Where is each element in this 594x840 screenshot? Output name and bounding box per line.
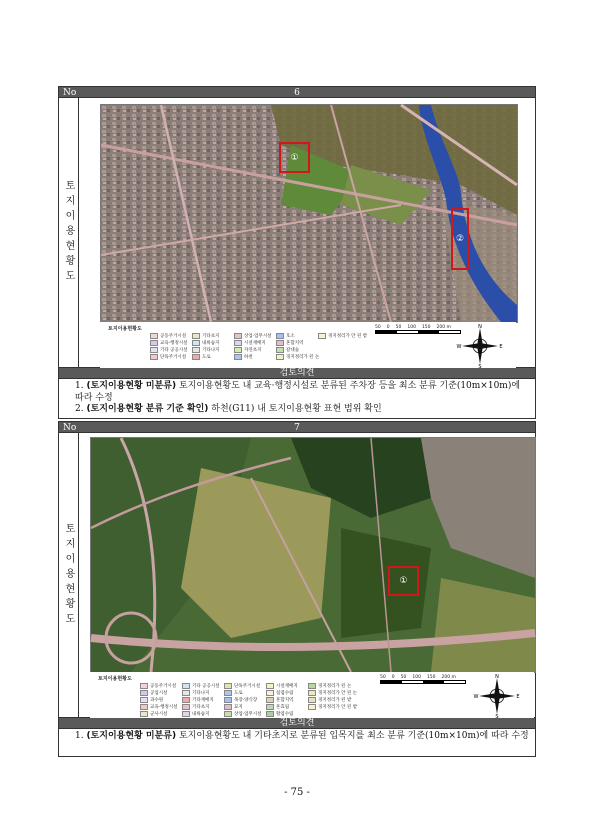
legend-item	[276, 333, 295, 339]
legend-swatch	[266, 711, 274, 717]
compass-rose-icon	[458, 324, 502, 368]
legend-title: 토지이용현황도	[108, 326, 142, 332]
legend-label: 시설재배지	[244, 341, 266, 346]
review-notes	[58, 729, 536, 757]
compass-w: W	[456, 344, 462, 350]
land-use-map	[100, 104, 518, 323]
legend-label: 교육·행정시설	[150, 705, 178, 710]
legend-swatch	[192, 340, 200, 346]
legend-swatch	[192, 333, 200, 339]
legend-swatch	[224, 711, 232, 717]
legend-swatch	[150, 333, 158, 339]
legend-swatch	[182, 690, 190, 696]
legend-item	[266, 697, 293, 703]
legend-item	[182, 690, 209, 696]
legend-item	[140, 711, 167, 717]
no-label: No	[63, 423, 77, 433]
legend-label: 기타나지	[192, 691, 210, 696]
legend-swatch	[308, 683, 316, 689]
legend-swatch	[224, 690, 232, 696]
legend-swatch	[266, 697, 274, 703]
side-label: 토지이용현황도	[63, 522, 74, 628]
legend-label: 경지정리가 안 된 밭	[328, 334, 368, 339]
legend-swatch	[140, 697, 148, 703]
legend-item	[224, 690, 243, 696]
side-label-cell	[59, 98, 79, 367]
section-header	[58, 86, 536, 98]
legend-item	[308, 690, 357, 696]
side-label-cell	[59, 433, 79, 717]
legend-item	[140, 704, 178, 710]
compass-s: S	[478, 364, 482, 370]
legend-swatch	[234, 354, 242, 360]
legend-swatch	[182, 704, 190, 710]
legend-label: 교육·행정시설	[160, 341, 188, 346]
legend-item	[276, 354, 319, 360]
legend-label: 기타 공공시설	[192, 684, 220, 689]
marker-1: ①	[388, 566, 419, 596]
legend-swatch	[234, 347, 242, 353]
land-use-map	[90, 437, 536, 673]
legend-swatch	[266, 683, 274, 689]
legend-item	[308, 697, 351, 703]
legend-swatch	[150, 340, 158, 346]
legend-item	[276, 347, 299, 353]
section-6	[58, 86, 536, 419]
legend-label: 경지정리가 된 논	[318, 684, 352, 689]
legend-label: 단독주거시설	[160, 355, 187, 360]
legend-label: 하천	[244, 355, 253, 360]
legend-item	[192, 333, 219, 339]
legend-item	[266, 683, 298, 689]
marker-1: ①	[279, 142, 310, 173]
legend-swatch	[150, 354, 158, 360]
legend-item	[150, 340, 188, 346]
legend-item	[266, 690, 293, 696]
map-cell	[79, 98, 535, 370]
side-label: 토지이용현황도	[63, 180, 74, 285]
legend-item	[192, 347, 219, 353]
page-number: - 75 -	[284, 787, 310, 798]
legend-swatch	[276, 347, 284, 353]
legend-label: 시설재배지	[276, 684, 298, 689]
legend-swatch	[140, 711, 148, 717]
legend-label: 단독주거시설	[234, 684, 261, 689]
review-notes	[58, 379, 536, 419]
compass-rose-icon	[475, 674, 519, 718]
compass-w: W	[473, 694, 479, 700]
review-header: 검토의견	[58, 718, 536, 729]
legend-swatch	[308, 697, 316, 703]
legend-item	[234, 347, 261, 353]
legend-swatch	[140, 683, 148, 689]
legend-label: 자연초지	[244, 348, 262, 353]
legend-swatch	[182, 683, 190, 689]
legend-label: 경지정리가 안 된 논	[318, 691, 358, 696]
legend-swatch	[276, 354, 284, 360]
legend-swatch	[224, 704, 232, 710]
legend-item	[276, 340, 303, 346]
section-number: 6	[294, 88, 300, 98]
section-number: 7	[294, 423, 300, 433]
legend-item	[140, 690, 167, 696]
section-header	[58, 421, 536, 433]
legend-label: 혼합지역	[286, 341, 304, 346]
compass-s: S	[495, 714, 499, 720]
note-1: 1. (토지이용현황 미분류) 토지이용현황도 내 기타초지로 분류된 입목지를 최소 분류 기준(10m×10m)에 따라 수정	[75, 731, 529, 741]
legend-label: 혼효림	[276, 705, 290, 710]
legend-swatch	[266, 690, 274, 696]
legend-item	[224, 711, 262, 717]
legend-item	[192, 354, 211, 360]
legend-swatch	[276, 340, 284, 346]
legend-swatch	[150, 347, 158, 353]
legend-item	[266, 711, 293, 717]
legend-label: 군사시설	[150, 712, 168, 717]
legend-item	[224, 683, 260, 689]
legend-label: 상업·업무시설	[244, 334, 272, 339]
legend-label: 묘지	[234, 705, 243, 710]
legend-swatch	[266, 704, 274, 710]
review-header: 검토의견	[58, 368, 536, 379]
legend-item	[308, 704, 357, 710]
legend-item	[234, 340, 266, 346]
legend-label: 내륙습지	[202, 341, 220, 346]
legend-label: 경지정리가 된 논	[286, 355, 320, 360]
legend-label: 기타초지	[202, 334, 220, 339]
compass-e: E	[499, 344, 503, 350]
legend-item	[192, 340, 219, 346]
legend-swatch	[140, 704, 148, 710]
legend-item	[182, 711, 209, 717]
legend-label: 기타재배지	[192, 698, 214, 703]
legend-swatch	[234, 333, 242, 339]
legend-swatch	[182, 697, 190, 703]
map-cell	[79, 433, 535, 720]
map-row	[58, 433, 536, 718]
legend-label: 혼합지역	[276, 698, 294, 703]
legend-item	[150, 333, 186, 339]
legend-label: 도로	[202, 355, 211, 360]
legend-item	[150, 347, 188, 353]
map-legend	[90, 672, 534, 718]
legend-swatch	[224, 683, 232, 689]
legend-label: 호소	[286, 334, 295, 339]
legend-swatch	[234, 340, 242, 346]
legend-swatch	[192, 347, 200, 353]
legend-swatch	[318, 333, 326, 339]
legend-label: 도로	[234, 691, 243, 696]
legend-swatch	[308, 690, 316, 696]
legend-swatch	[224, 697, 232, 703]
scale-bar: 50 0 50 100 150 200 m	[380, 675, 466, 684]
aerial-map-image	[91, 438, 535, 672]
section-7	[58, 421, 536, 757]
legend-item	[140, 683, 176, 689]
note-1: 1. (토지이용현황 미분류) 토지이용현황도 내 교육·행정시설로 분류된 주차장 등을 최소 분류 기준(10m×10m)에 따라 수정	[75, 381, 521, 403]
legend-swatch	[182, 711, 190, 717]
marker-2: ②	[451, 208, 469, 270]
legend-item	[308, 683, 351, 689]
legend-label: 기타나지	[202, 348, 220, 353]
map-row	[58, 98, 536, 368]
legend-title: 토지이용현황도	[98, 676, 132, 682]
legend-item	[182, 697, 214, 703]
legend-label: 공동주거시설	[160, 334, 187, 339]
compass-n: N	[495, 674, 499, 680]
legend-swatch	[308, 704, 316, 710]
compass-e: E	[516, 694, 520, 700]
legend-item	[266, 704, 289, 710]
legend-label: 경지정리가 된 밭	[318, 698, 352, 703]
legend-label: 내륙습지	[192, 712, 210, 717]
legend-swatch	[276, 333, 284, 339]
legend-label: 경지정리가 안 된 밭	[318, 705, 358, 710]
legend-item	[234, 333, 272, 339]
legend-item	[234, 354, 253, 360]
scale-bar: 50 0 50 100 150 200 m	[375, 325, 461, 334]
legend-item	[318, 333, 367, 339]
legend-label: 갈대숲	[286, 348, 300, 353]
legend-label: 기타 공공시설	[160, 348, 188, 353]
legend-item	[150, 354, 186, 360]
legend-item	[140, 697, 163, 703]
legend-swatch	[192, 354, 200, 360]
map-legend	[100, 322, 516, 368]
legend-label: 기타초지	[192, 705, 210, 710]
legend-label: 공업시설	[150, 691, 168, 696]
note-2: 2. (토지이용현황 분류 기준 확인) 하천(G11) 내 토지이용현황 표현 범위 확인	[75, 404, 382, 414]
legend-label: 목장·양식장	[234, 698, 258, 703]
legend-label: 공동주거시설	[150, 684, 177, 689]
legend-item	[224, 697, 257, 703]
legend-item	[224, 704, 243, 710]
compass-n: N	[478, 324, 482, 330]
legend-label: 활엽수림	[276, 712, 294, 717]
no-label: No	[63, 88, 77, 98]
legend-label: 과수원	[150, 698, 164, 703]
legend-label: 침엽수림	[276, 691, 294, 696]
legend-item	[182, 704, 209, 710]
legend-swatch	[140, 690, 148, 696]
legend-item	[182, 683, 220, 689]
legend-label: 상업·업무시설	[234, 712, 262, 717]
